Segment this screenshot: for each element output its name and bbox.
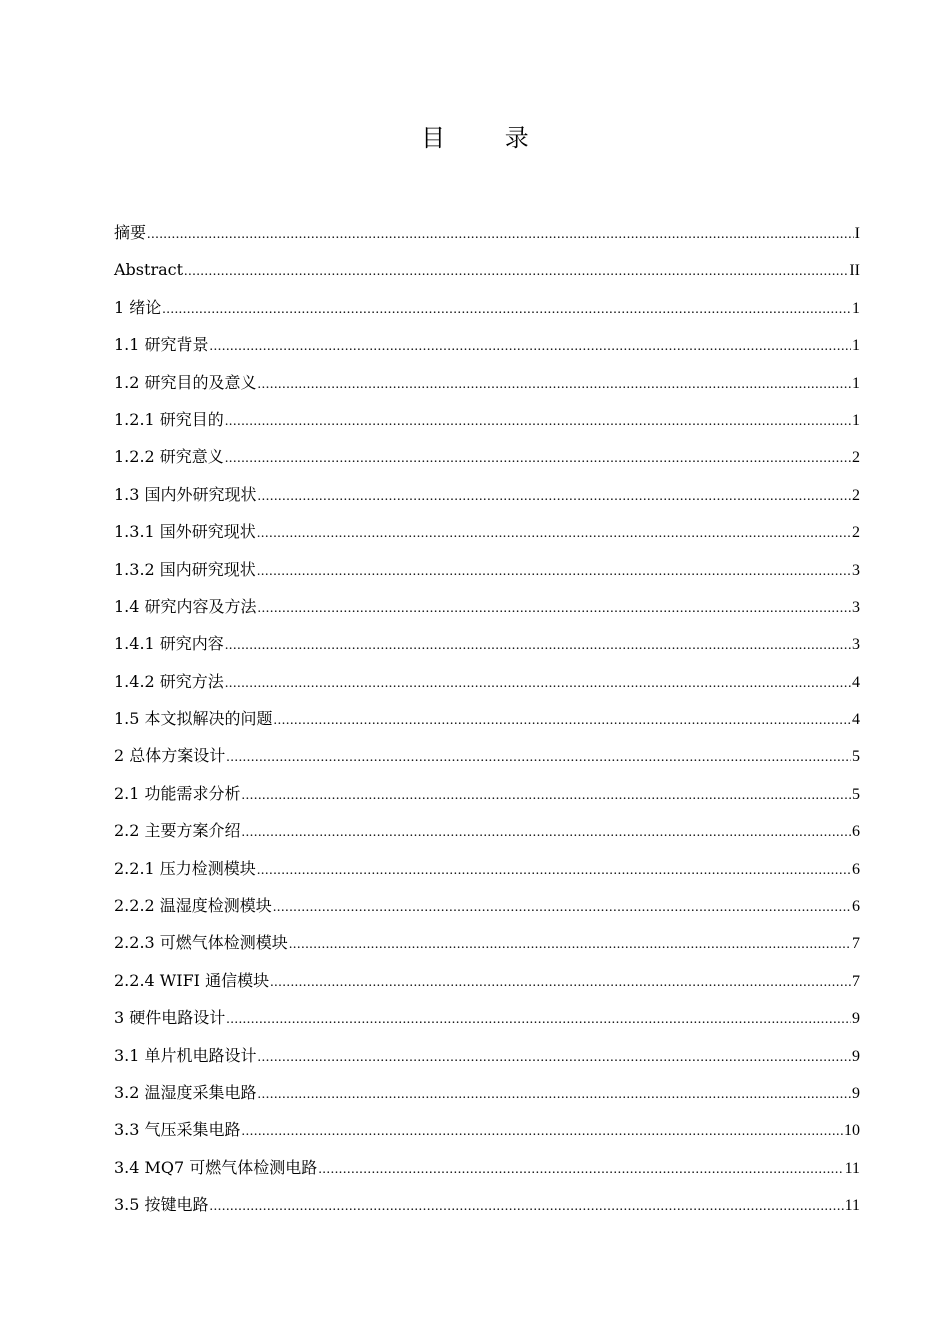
toc-entry-page-number: 4 xyxy=(852,711,860,729)
toc-dot-leader xyxy=(257,515,851,552)
toc-dot-leader xyxy=(270,964,851,1001)
toc-entry-label: 1.5 本文拟解决的问题 xyxy=(114,709,273,729)
toc-dot-leader xyxy=(162,291,851,328)
toc-entry-label: 2.1 功能需求分析 xyxy=(114,783,241,803)
toc-entry-label: 3.3 气压采集电路 xyxy=(114,1120,241,1140)
toc-entry-page-number: 9 xyxy=(852,1010,860,1028)
toc-entry[interactable] xyxy=(114,663,860,700)
toc-entry[interactable] xyxy=(114,513,860,550)
toc-entry[interactable] xyxy=(114,1186,860,1223)
toc-entry-page-number: 5 xyxy=(852,748,860,766)
toc-dot-leader xyxy=(242,814,851,851)
toc-dot-leader xyxy=(242,1113,843,1150)
toc-dot-leader xyxy=(225,665,851,702)
toc-entry[interactable] xyxy=(114,737,860,774)
toc-entry-page-number: I xyxy=(854,225,860,242)
toc-entry-page-number: 1 xyxy=(852,337,860,355)
toc-entry-label: 摘要 xyxy=(114,223,147,242)
toc-entry-label: 3.2 温湿度采集电路 xyxy=(114,1082,257,1102)
toc-entry[interactable] xyxy=(114,364,860,401)
toc-dot-leader xyxy=(226,739,851,776)
toc-entry[interactable] xyxy=(114,700,860,737)
toc-dot-leader xyxy=(273,889,851,926)
toc-dot-leader xyxy=(274,702,851,739)
toc-entry-page-number: 3 xyxy=(852,598,860,616)
toc-entry[interactable] xyxy=(114,476,860,513)
toc-dot-leader xyxy=(257,553,851,590)
toc-dot-leader xyxy=(242,777,851,814)
toc-entry-page-number: 4 xyxy=(852,673,860,691)
toc-entry-page-number: 1 xyxy=(852,411,860,429)
toc-entry[interactable] xyxy=(114,326,860,363)
toc-entry-page-number: 6 xyxy=(852,860,860,878)
toc-dot-leader xyxy=(225,403,851,440)
toc-entry-page-number: II xyxy=(849,262,860,280)
toc-entry-label: 3 硬件电路设计 xyxy=(114,1008,226,1028)
toc-entry[interactable] xyxy=(114,887,860,924)
toc-dot-leader xyxy=(258,590,851,627)
toc-entry-label: 2.2.4 WIFI 通信模块 xyxy=(114,970,270,990)
toc-entry-page-number: 6 xyxy=(852,898,860,916)
toc-entry-page-number: 11 xyxy=(844,1159,860,1177)
toc-entry[interactable] xyxy=(114,775,860,812)
toc-entry[interactable] xyxy=(114,214,860,251)
toc-entry[interactable] xyxy=(114,1111,860,1148)
toc-entry[interactable] xyxy=(114,625,860,662)
toc-entry-page-number: 7 xyxy=(852,972,860,990)
toc-entry-label: 1.2.2 研究意义 xyxy=(114,447,224,467)
toc-entry[interactable] xyxy=(114,812,860,849)
toc-entry-label: 1.3.1 国外研究现状 xyxy=(114,522,256,542)
toc-entry[interactable] xyxy=(114,924,860,961)
toc-entry-page-number: 5 xyxy=(852,785,860,803)
toc-entry-label: 3.5 按键电路 xyxy=(114,1195,209,1215)
toc-dot-leader xyxy=(318,1151,843,1188)
toc-entry-label: 2.2.1 压力检测模块 xyxy=(114,858,256,878)
toc-entry-label: 2.2.2 温湿度检测模块 xyxy=(114,896,272,916)
toc-entry-page-number: 1 xyxy=(852,299,860,317)
toc-entry-label: 1 绪论 xyxy=(114,297,162,317)
toc-entry[interactable] xyxy=(114,401,860,438)
toc-dot-leader xyxy=(226,1001,851,1038)
toc-entry[interactable] xyxy=(114,1149,860,1186)
toc-entry-page-number: 2 xyxy=(852,524,860,542)
toc-dot-leader xyxy=(258,1076,851,1113)
toc-entry-page-number: 2 xyxy=(852,449,860,467)
toc-dot-leader xyxy=(257,852,851,889)
table-of-contents xyxy=(114,214,860,1224)
toc-entry-label: 1.2.1 研究目的 xyxy=(114,409,224,429)
toc-entry[interactable] xyxy=(114,1074,860,1111)
toc-entry-label: 1.4.1 研究内容 xyxy=(114,634,224,654)
toc-dot-leader xyxy=(258,366,851,403)
toc-entry-page-number: 3 xyxy=(852,561,860,579)
toc-entry[interactable] xyxy=(114,850,860,887)
toc-dot-leader xyxy=(225,440,851,477)
toc-entry-label: 1.3 国内外研究现状 xyxy=(114,484,257,504)
toc-entry[interactable] xyxy=(114,588,860,625)
toc-entry-label: 1.2 研究目的及意义 xyxy=(114,372,257,392)
toc-entry-label: 1.4 研究内容及方法 xyxy=(114,596,257,616)
toc-entry-label: 3.1 单片机电路设计 xyxy=(114,1045,257,1065)
toc-dot-leader xyxy=(289,926,851,963)
toc-entry-page-number: 9 xyxy=(852,1084,860,1102)
toc-entry-page-number: 6 xyxy=(852,823,860,841)
toc-entry[interactable] xyxy=(114,438,860,475)
toc-dot-leader xyxy=(210,328,851,365)
toc-entry-label: 2.2 主要方案介绍 xyxy=(114,821,241,841)
toc-dot-leader xyxy=(147,216,854,253)
toc-dot-leader xyxy=(184,253,848,290)
toc-entry-page-number: 10 xyxy=(844,1122,860,1140)
toc-entry-page-number: 2 xyxy=(852,486,860,504)
toc-entry-label: 1.3.2 国内研究现状 xyxy=(114,559,256,579)
toc-entry[interactable] xyxy=(114,551,860,588)
toc-dot-leader xyxy=(258,1039,851,1076)
page-title: 目 录 xyxy=(421,124,555,152)
toc-entry[interactable] xyxy=(114,251,860,288)
toc-entry[interactable] xyxy=(114,999,860,1036)
toc-entry-page-number: 3 xyxy=(852,636,860,654)
toc-entry-label: 3.4 MQ7 可燃气体检测电路 xyxy=(114,1157,318,1177)
toc-entry-label: 2 总体方案设计 xyxy=(114,746,226,766)
toc-entry-page-number: 11 xyxy=(844,1197,860,1215)
toc-entry-label: 1.4.2 研究方法 xyxy=(114,671,224,691)
toc-entry-label: Abstract xyxy=(114,260,184,280)
toc-entry[interactable] xyxy=(114,289,860,326)
toc-entry[interactable] xyxy=(114,1037,860,1074)
toc-entry-label: 1.1 研究背景 xyxy=(114,335,209,355)
toc-entry-page-number: 7 xyxy=(852,935,860,953)
toc-dot-leader xyxy=(210,1188,844,1225)
toc-entry-label: 2.2.3 可燃气体检测模块 xyxy=(114,933,288,953)
toc-entry-page-number: 1 xyxy=(852,374,860,392)
toc-dot-leader xyxy=(258,478,851,515)
toc-entry[interactable] xyxy=(114,962,860,999)
toc-dot-leader xyxy=(225,627,851,664)
toc-entry-page-number: 9 xyxy=(852,1047,860,1065)
